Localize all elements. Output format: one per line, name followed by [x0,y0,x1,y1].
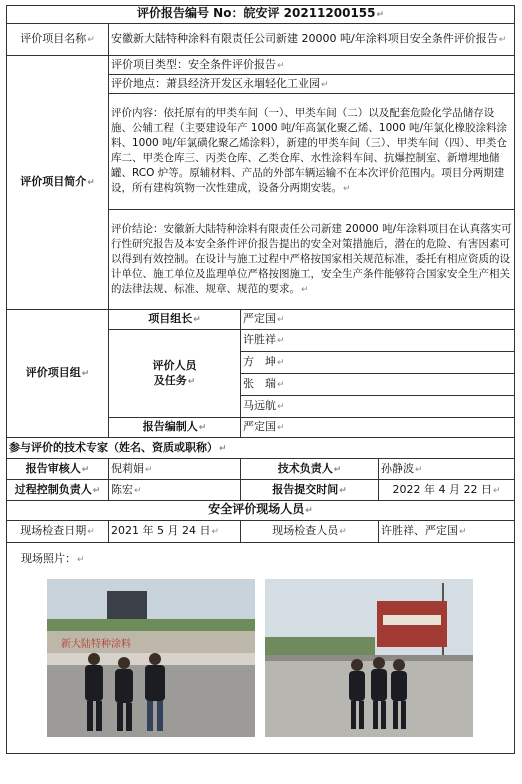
writer-label: 报告编制人↵ [109,418,241,438]
report-number-row [7,6,515,24]
onsite-title: 安全评价现场人员↵ [7,501,515,521]
report-number: 评价报告编号 No：皖安评 20211200155↵ [7,6,515,24]
site-photo-building [265,579,473,737]
project-name-value: 安徽新大陆特种涂料有限责任公司新建 20000 吨/年涂料项目安全条件评价报告↵ [109,24,515,56]
photos-row [7,543,515,754]
gate-sign-text: 新大陆特种涂料 [61,639,131,650]
tech-lead-label: 技术负责人↵ [241,459,379,480]
experts-label: 参与评价的技术专家（姓名、资质或职称）↵ [7,438,515,459]
leader-label: 项目组长↵ [109,310,241,330]
process-row [7,480,515,501]
project-content: 评价内容：依托原有的甲类车间（一）、甲类车间（二）以及配套危险化学品储存设施、公辅工程（主要建设年产 1000 吨/年高氯化聚乙烯、1000 吨/年氯化橡胶涂料涂料、1000 吨/年氯磺化聚乙烯涂料），新建的甲类车间（三）、甲类车间（四）、甲类仓库二、甲类仓库三、丙类仓库、乙类仓库、水性涂料车间、抗爆控制室、新增埋地储罐、RCO 炉等。原辅材料、产品的外部车辆运输不在本次评价范围内。项目分两期建设，所有建构筑物一次性建成，设备分两期安装。↵ [109,94,515,210]
check-date: 2021 年 5 月 24 日↵ [109,521,241,543]
writer-name: 严定国↵ [241,418,515,438]
project-name-label: 评价项目名称↵ [7,24,109,56]
photos-label: 现场照片：↵ [21,552,85,565]
reviewer-row [7,459,515,480]
project-type-row [7,56,515,75]
submit-label: 报告提交时间↵ [241,480,379,501]
tech-lead-name: 孙静波↵ [379,459,515,480]
onsite-check-row [7,521,515,543]
inspectors: 许胜祥、严定国↵ [379,521,515,543]
member-name: 张 瑞↵ [241,374,515,396]
submit-date: 2022 年 4 月 22 日↵ [379,480,515,501]
check-date-label: 现场检查日期↵ [7,521,109,543]
team-leader-row [7,310,515,330]
onsite-title-row [7,501,515,521]
process-label: 过程控制负责人↵ [7,480,109,501]
leader-name: 严定国↵ [241,310,515,330]
member-name: 许胜祥↵ [241,330,515,352]
evaluation-report-table [6,5,515,754]
project-type: 评价项目类型：安全条件评价报告↵ [109,56,515,75]
experts-row [7,438,515,459]
process-name: 陈宏↵ [109,480,241,501]
project-location: 评价地点：萧县经济开发区永堌轻化工业园↵ [109,75,515,94]
member-name: 方 坤↵ [241,352,515,374]
member-name: 马远航↵ [241,396,515,418]
team-label: 评价项目组↵ [7,310,109,438]
site-photo-gate [47,579,255,737]
photos-cell [7,543,515,754]
reviewer-name: 倪莉娟↵ [109,459,241,480]
project-intro-label: 评价项目简介↵ [7,56,109,310]
members-label: 评价人员 及任务↵ [109,330,241,418]
project-conclusion: 评价结论：安徽新大陆特种涂料有限责任公司新建 20000 吨/年涂料项目在认真落实可行性研究报告及本安全条件评价报告提出的安全对策措施后，潜在的危险、有害因素可以得到有效控制。在设计与施工过程中严格按国家相关规范标准，委托有相应资质的设计单位、施工单位及监理单位严格按图施工，安全生产条件能够符合国家安全生产相关的法律法规、标准、规章、规范的要求。↵ [109,210,515,310]
project-name-row [7,24,515,56]
reviewer-label: 报告审核人↵ [7,459,109,480]
inspectors-label: 现场检查人员↵ [241,521,379,543]
